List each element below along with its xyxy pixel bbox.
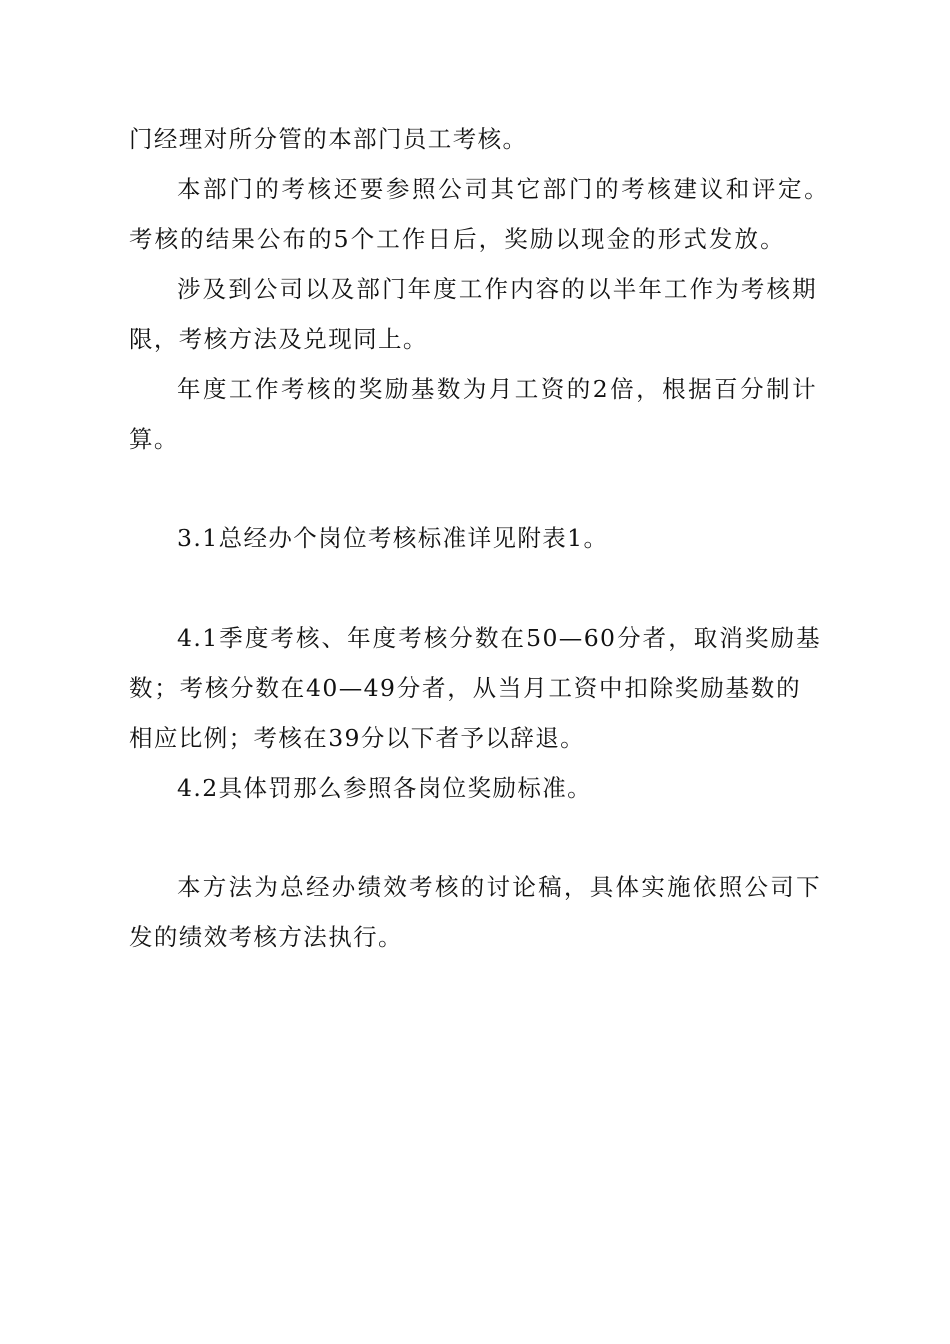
section-line: 4.2具体罚那么参照各岗位奖励标准。 (177, 774, 593, 802)
paragraph-line: 考核的结果公布的5个工作日后，奖励以现金的形式发放。 (129, 225, 785, 253)
paragraph-line: 本部门的考核还要参照公司其它部门的考核建议和评定。 (177, 175, 829, 203)
paragraph-line: 涉及到公司以及部门年度工作内容的以半年工作为考核期 (177, 275, 817, 303)
paragraph-line: 算。 (129, 425, 179, 453)
paragraph-line: 年度工作考核的奖励基数为月工资的2倍，根据百分制计 (177, 375, 817, 403)
section-line: 4.1季度考核、年度考核分数在50—60分者，取消奖励基 (177, 624, 821, 652)
paragraph-line: 数；考核分数在40—49分者，从当月工资中扣除奖励基数的 (129, 674, 801, 702)
section-line: 3.1总经办个岗位考核标准详见附表1。 (177, 524, 609, 552)
paragraph-line: 相应比例；考核在39分以下者予以辞退。 (129, 724, 586, 752)
paragraph-line: 限，考核方法及兑现同上。 (129, 325, 428, 353)
paragraph-line: 本方法为总经办绩效考核的讨论稿，具体实施依照公司下 (177, 873, 821, 901)
paragraph-line: 门经理对所分管的本部门员工考核。 (129, 125, 528, 153)
paragraph-line: 发的绩效考核方法执行。 (129, 923, 403, 951)
